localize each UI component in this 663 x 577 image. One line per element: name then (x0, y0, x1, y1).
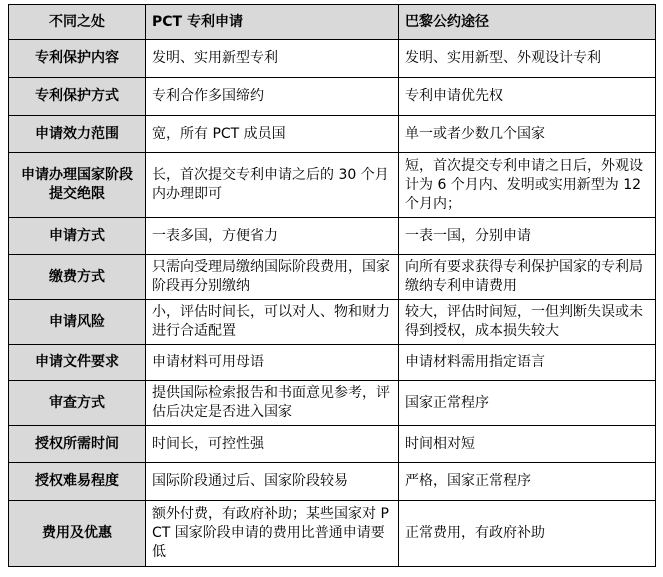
pct-cell: 专利合作多国缔约 (146, 78, 399, 116)
comparison-table (8, 4, 656, 567)
row-label: 申请效力范围 (9, 116, 146, 153)
table-row (9, 255, 656, 300)
table-row (9, 381, 656, 426)
header-paris: 巴黎公约途径 (399, 5, 656, 40)
pct-cell: 只需向受理局缴纳国际阶段费用，国家阶段再分别缴纳 (146, 255, 399, 300)
row-label: 缴费方式 (9, 255, 146, 300)
row-label: 申请风险 (9, 300, 146, 345)
table-row (9, 463, 656, 501)
pct-cell: 额外付费，有政府补助；某些国家对 PCT 国家阶段申请的费用比普通申请要低 (146, 501, 399, 567)
row-label: 专利保护内容 (9, 40, 146, 78)
paris-cell: 严格，国家正常程序 (399, 463, 656, 501)
paris-cell: 较大，评估时间短，一但判断失误或未得到授权，成本损失较大 (399, 300, 656, 345)
row-label: 申请文件要求 (9, 345, 146, 381)
table-row (9, 426, 656, 463)
pct-cell: 国际阶段通过后、国家阶段较易 (146, 463, 399, 501)
table-row (9, 345, 656, 381)
row-label: 申请办理国家阶段提交绝限 (9, 153, 146, 218)
pct-cell: 时间长，可控性强 (146, 426, 399, 463)
row-label: 授权难易程度 (9, 463, 146, 501)
paris-cell: 单一或者少数几个国家 (399, 116, 656, 153)
table-row (9, 300, 656, 345)
pct-cell: 提供国际检索报告和书面意见参考，评估后决定是否进入国家 (146, 381, 399, 426)
pct-cell: 长，首次提交专利申请之后的 30 个月内办理即可 (146, 153, 399, 218)
paris-cell: 发明、实用新型、外观设计专利 (399, 40, 656, 78)
table-row (9, 218, 656, 255)
comparison-table-container (8, 4, 656, 567)
paris-cell: 短，首次提交专利申请之日后，外观设计为 6 个月内、发明或实用新型为 12 个月内； (399, 153, 656, 218)
pct-cell: 一表多国，方便省力 (146, 218, 399, 255)
paris-cell: 国家正常程序 (399, 381, 656, 426)
paris-cell: 向所有要求获得专利保护国家的专利局缴纳专利申请费用 (399, 255, 656, 300)
row-label: 授权所需时间 (9, 426, 146, 463)
row-label: 审查方式 (9, 381, 146, 426)
paris-cell: 正常费用，有政府补助 (399, 501, 656, 567)
pct-cell: 发明、实用新型专利 (146, 40, 399, 78)
paris-cell: 专利申请优先权 (399, 78, 656, 116)
table-row (9, 40, 656, 78)
paris-cell: 一表一国，分别申请 (399, 218, 656, 255)
pct-cell: 小，评估时间长，可以对人、物和财力进行合适配置 (146, 300, 399, 345)
header-pct: PCT 专利申请 (146, 5, 399, 40)
table-row (9, 153, 656, 218)
pct-cell: 宽，所有 PCT 成员国 (146, 116, 399, 153)
paris-cell: 时间相对短 (399, 426, 656, 463)
table-row (9, 78, 656, 116)
table-row (9, 116, 656, 153)
pct-cell: 申请材料可用母语 (146, 345, 399, 381)
row-label: 专利保护方式 (9, 78, 146, 116)
table-row (9, 501, 656, 567)
header-differences: 不同之处 (9, 5, 146, 40)
table-header-row (9, 5, 656, 40)
row-label: 申请方式 (9, 218, 146, 255)
paris-cell: 申请材料需用指定语言 (399, 345, 656, 381)
row-label: 费用及优惠 (9, 501, 146, 567)
